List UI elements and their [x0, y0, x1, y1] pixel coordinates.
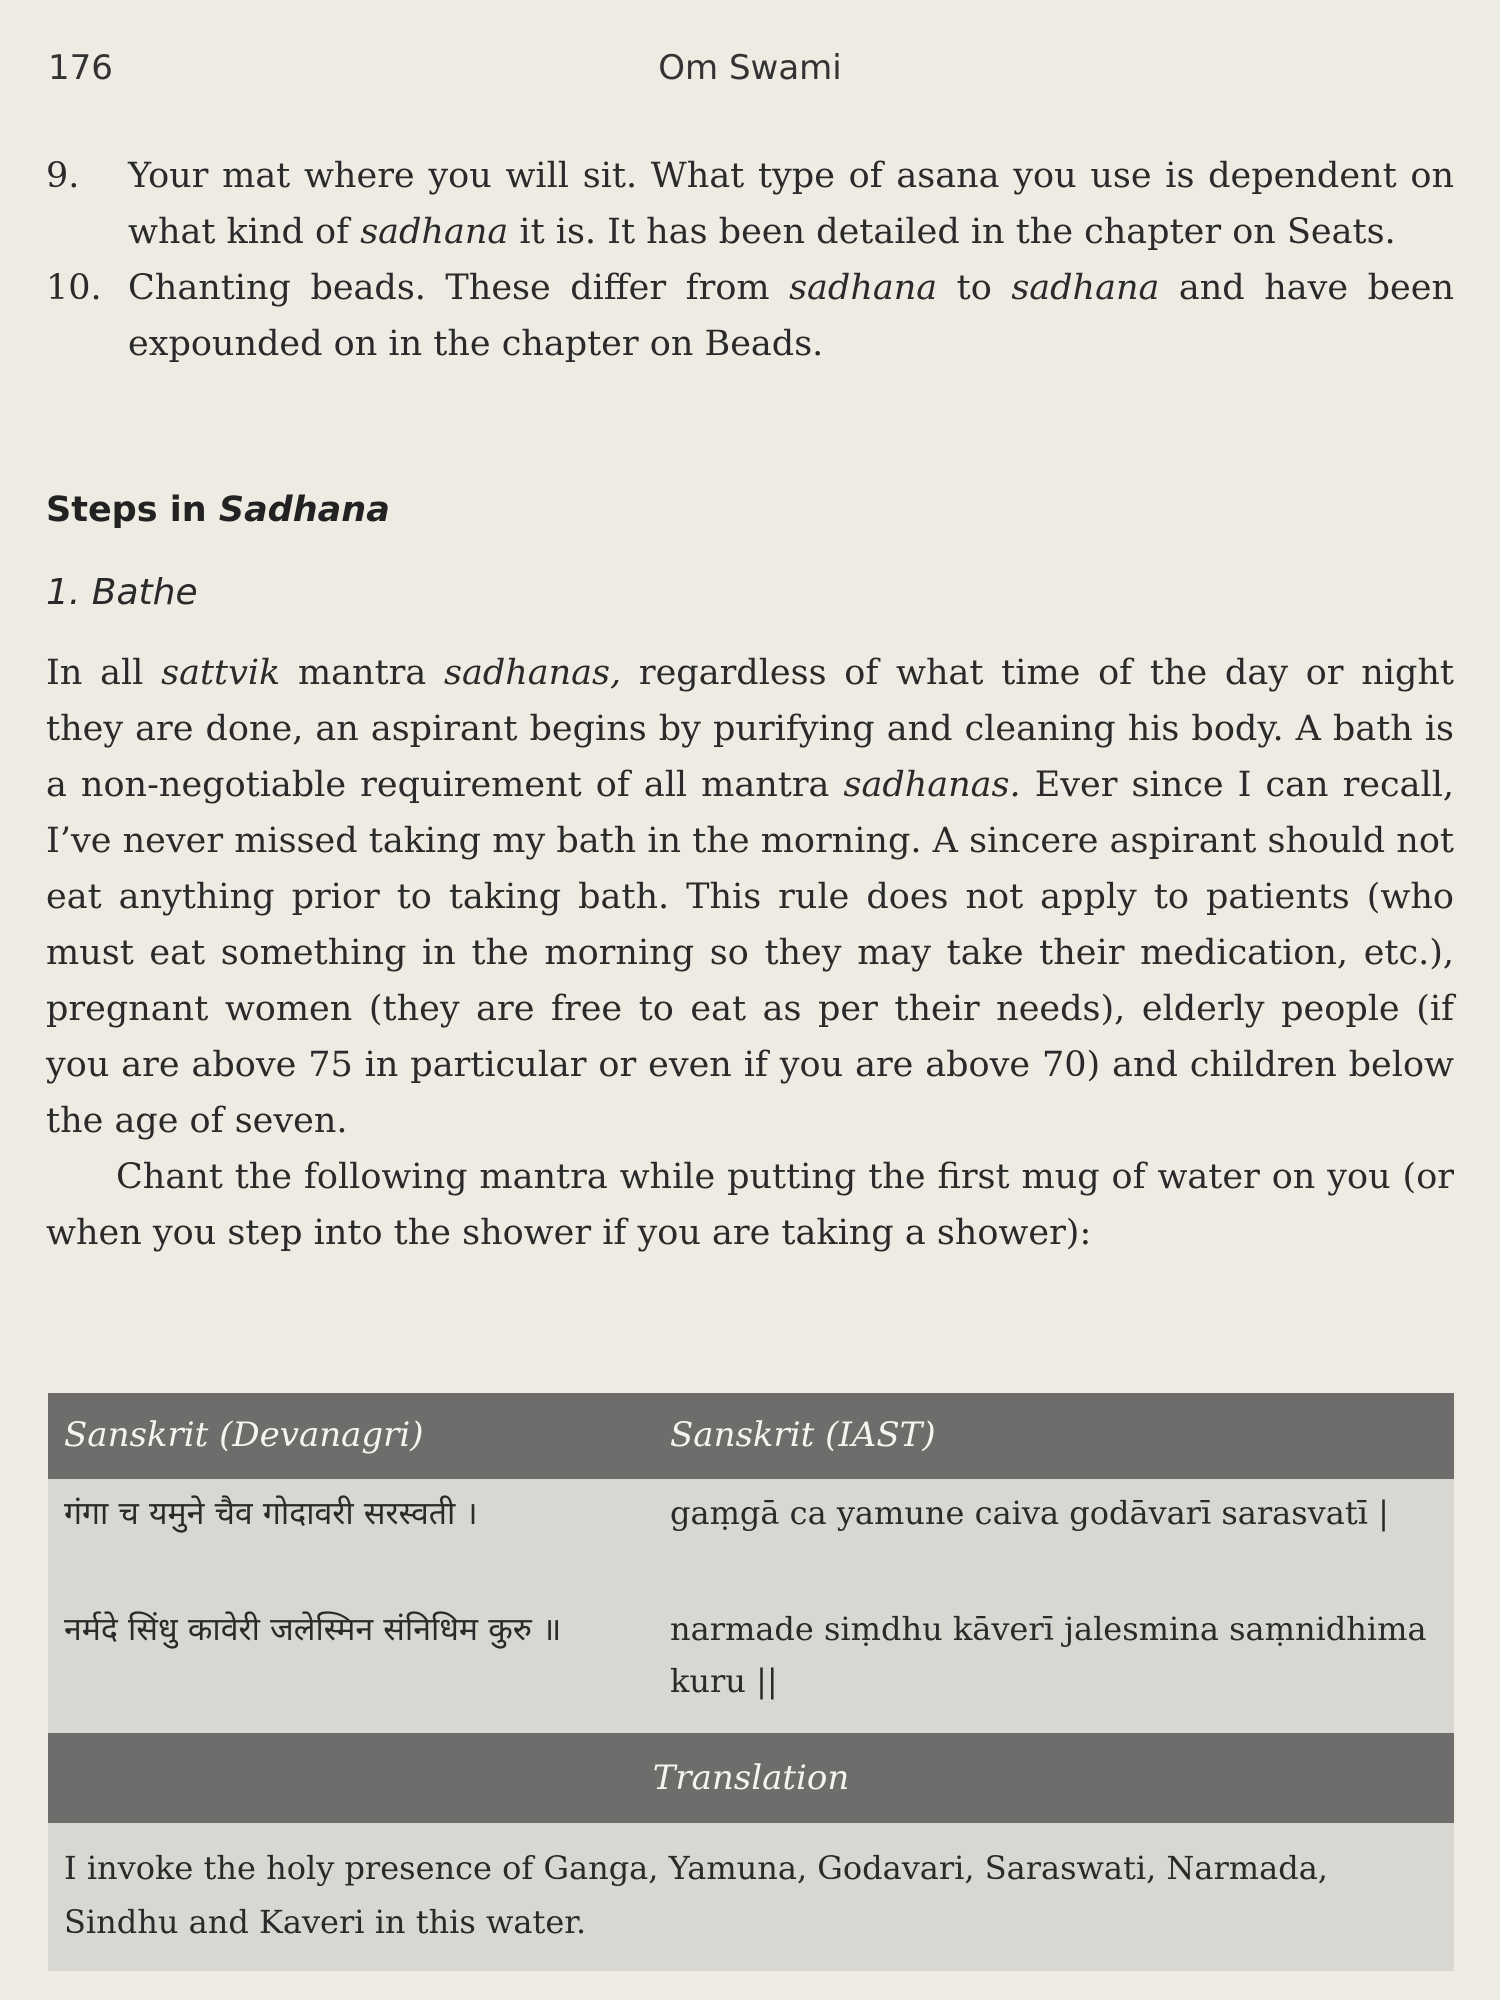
page-number: 176	[48, 48, 113, 88]
italic-term: sadhana	[360, 212, 509, 252]
italic-term: sadhana	[1011, 268, 1160, 308]
table-row	[48, 1487, 1454, 1603]
devanagari-cell: गंगा च यमुने चैव गोदावरी सरस्वती ।	[64, 1494, 478, 1532]
mantra-table	[48, 1393, 1454, 1971]
list-item-text	[128, 156, 1454, 252]
book-author: Om Swami	[658, 48, 842, 88]
translation-header: Translation	[48, 1733, 1454, 1823]
paragraph	[46, 645, 1454, 1149]
text-run: Chanting beads. These differ from	[128, 268, 790, 308]
text-run: In all	[46, 653, 162, 693]
column-header-iast: Sanskrit (IAST)	[670, 1415, 936, 1455]
table-header	[48, 1393, 1454, 1479]
italic-term: sadhanas,	[443, 653, 622, 693]
table-row	[48, 1603, 1454, 1719]
running-head	[48, 48, 1452, 98]
devanagari-cell: नर्मदे सिंधु कावेरी जलेस्मिन संनिधिम कुरु ॥	[64, 1610, 562, 1648]
list-item	[46, 260, 1454, 372]
list-item-number: 10.	[46, 268, 102, 308]
italic-term: sattvik	[161, 653, 281, 693]
iast-cell: narmade siṃdhu kāverī jalesmina saṃnidhima kuru ||	[670, 1610, 1427, 1700]
italic-term: sadhanas.	[843, 765, 1021, 805]
text-run: mantra	[280, 653, 444, 693]
text-run: and have been expounded on in the chapter on Beads.	[128, 268, 1454, 364]
text-run: Your mat where you will sit. What type of asana you use is dependent on what kind of	[128, 156, 1454, 252]
italic-term: sadhana	[789, 268, 938, 308]
requirements-list	[46, 148, 1454, 372]
section-heading	[46, 490, 390, 530]
list-item-number: 9.	[46, 156, 80, 196]
section-heading-italic: Sadhana	[218, 490, 390, 530]
paragraph	[46, 1149, 1454, 1261]
text-run: Ever since I can recall, I’ve never missed taking my bath in the morning. A sincere aspirant should not eat anything prior to taking bath. This rule does not apply to patients (who must eat something in the morning so they may take their medication, etc.), pregnant women (they are free to eat as per their needs), elderly people (if you are above 75 in particular or even if you are above 70) and children below the age of seven.	[46, 765, 1455, 1141]
section-heading-plain: Steps in	[46, 490, 219, 530]
text-run: to	[937, 268, 1012, 308]
list-item	[46, 148, 1454, 260]
body-text	[46, 645, 1454, 1261]
text-run: Chant the following mantra while putting the first mug of water on you (or when you step into the shower if you are taking a shower):	[46, 1157, 1454, 1253]
text-run: it is. It has been detailed in the chapter on Seats.	[508, 212, 1396, 252]
iast-cell: gaṃgā ca yamune caiva godāvarī sarasvatī |	[670, 1494, 1389, 1532]
table-body	[48, 1479, 1454, 1733]
list-item-text	[128, 268, 1454, 364]
text-run: regardless of what time of the day or night they are done, an aspirant begins by purifying and cleaning his body. A bath is a non-negotiable requirement of all mantra	[46, 653, 1454, 805]
subsection-heading: 1. Bathe	[46, 572, 198, 613]
column-header-devanagari: Sanskrit (Devanagri)	[64, 1415, 424, 1455]
translation-text: I invoke the holy presence of Ganga, Yamuna, Godavari, Saraswati, Narmada, Sindhu and Kaveri in this water.	[48, 1823, 1454, 1971]
